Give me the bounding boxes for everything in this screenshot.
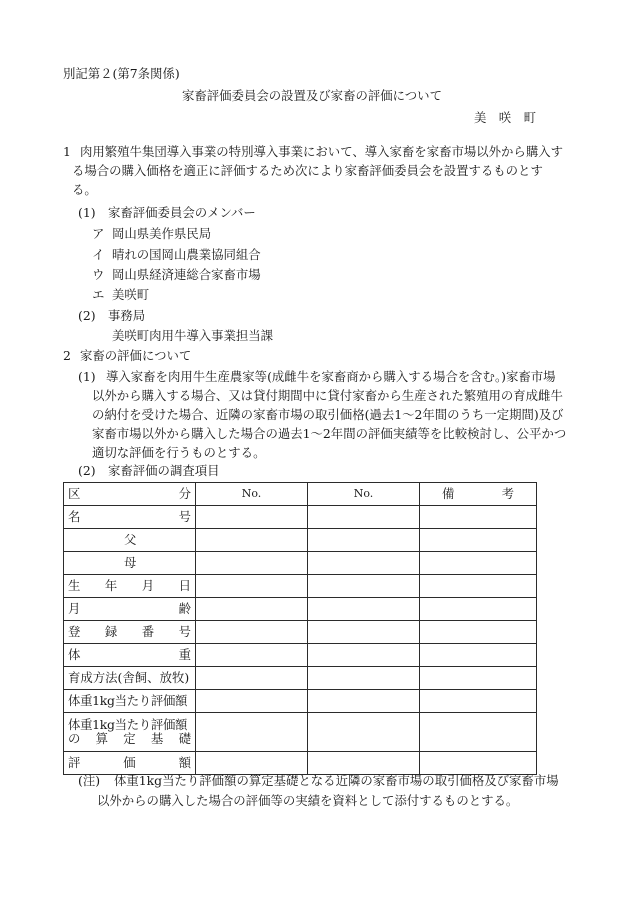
section1-line-1: 肉用繁殖牛集団導入事業の特別導入事業において、導入家畜を家畜市場以外から購入す: [80, 144, 563, 159]
note-line-1: 体重1kg当たり評価額の算定基礎となる近隣の家畜市場の取引価格及び家畜市場: [114, 773, 559, 788]
label-char: 登: [68, 624, 81, 639]
table-cell: [420, 529, 537, 552]
municipality-name: [474, 110, 536, 126]
section2-number: 2: [63, 348, 71, 363]
section2-paragraph-line-5: 適切な評価を行うものとする。: [92, 445, 266, 460]
note-line-2: 以外からの購入した場合の評価等の実績を資料として添付するものとする。: [97, 793, 519, 808]
label-char: 生: [68, 578, 81, 593]
label-char: 価: [123, 755, 136, 770]
table-cell: [308, 552, 420, 575]
label-char: 基: [150, 731, 164, 746]
table-cell: [308, 690, 420, 713]
table-cell: [420, 713, 537, 752]
header-no-1: No.: [196, 483, 308, 506]
member-mark: イ: [92, 247, 105, 262]
label-char: 号: [178, 624, 191, 639]
section1-sub1-number: (1): [78, 205, 96, 220]
label-char: の: [68, 731, 81, 746]
table-cell: [308, 621, 420, 644]
table-cell: [420, 667, 537, 690]
table-cell: [308, 667, 420, 690]
label-char: 月: [141, 578, 155, 593]
member-name: 美咲町: [112, 287, 150, 302]
section1-line-2: る場合の購入価格を適正に評価するため次により家畜評価委員会を設置するものとす: [72, 163, 543, 178]
row-label-price-per-kg: 体重1kg当たり評価額: [64, 690, 196, 713]
table-cell: [420, 506, 537, 529]
table-cell: [420, 598, 537, 621]
member-name: 岡山県美作県民局: [112, 226, 212, 241]
table-cell: [308, 713, 420, 752]
table-cell: [196, 644, 308, 667]
section2-paragraph-line-4: 家畜市場以外から購入した場合の過去1～2年間の評価実績等を比較検討し、公平かつ: [92, 426, 567, 441]
table-cell: [196, 690, 308, 713]
annex-label: 別記第２(第7条関係): [63, 66, 180, 81]
table-row: [64, 506, 537, 529]
header-category: 区 分: [64, 483, 196, 506]
row-label-birthdate: [64, 575, 196, 598]
office-name: 美咲町肉用牛導入事業担当課: [112, 328, 274, 343]
table-row: [64, 598, 537, 621]
table-row: [64, 529, 537, 552]
table-cell: [420, 552, 537, 575]
label-char: 番: [141, 624, 155, 639]
label-char: 評: [68, 755, 81, 770]
table-cell: [196, 506, 308, 529]
member-mark: ウ: [92, 267, 105, 282]
evaluation-items-table: [63, 482, 537, 775]
section2-sub2-title: 家畜評価の調査項目: [108, 463, 220, 478]
header-remarks: 備 考: [420, 483, 537, 506]
table-cell: [420, 752, 537, 775]
member-name: 岡山県経済連総合家畜市場: [112, 267, 261, 282]
table-cell: [196, 752, 308, 775]
document-title: 家畜評価委員会の設置及び家畜の評価について: [182, 88, 442, 103]
table-cell: [308, 644, 420, 667]
table-cell: [196, 598, 308, 621]
row-label-rearing-method: 育成方法(舎飼、放牧): [64, 667, 196, 690]
section1-sub2-number: (2): [78, 308, 96, 323]
row-label-weight: 体 重: [64, 644, 196, 667]
table-cell: [420, 621, 537, 644]
member-mark: ア: [92, 226, 105, 241]
section2-sub1-number: (1): [78, 369, 96, 384]
label-char: 年: [104, 578, 118, 593]
table-cell: [196, 713, 308, 752]
section2-title: 家畜の評価について: [80, 348, 192, 363]
table-row: [64, 552, 537, 575]
label-char: 礎: [178, 731, 191, 746]
header-no-2: No.: [308, 483, 420, 506]
section1-sub2-title: 事務局: [108, 308, 146, 323]
row-label-age: 月 齢: [64, 598, 196, 621]
table-header-row: [64, 483, 537, 506]
label-char: 日: [178, 578, 191, 593]
table-cell: [308, 575, 420, 598]
table-row: [64, 575, 537, 598]
table-cell: [196, 575, 308, 598]
label-char: 定: [123, 731, 136, 746]
table-cell: [420, 690, 537, 713]
section2-sub2-number: (2): [78, 463, 96, 478]
section1-number: 1: [63, 144, 71, 159]
table-cell: [196, 667, 308, 690]
table-row: [64, 713, 537, 752]
table-row: [64, 667, 537, 690]
table-row: [64, 644, 537, 667]
section2-paragraph-line-2: 以外から購入する場合、又は貸付期間中に貸付家畜から生産された繁殖用の育成雌牛: [92, 388, 563, 403]
label-char: 額: [178, 755, 191, 770]
table-cell: [420, 644, 537, 667]
table-row: [64, 752, 537, 775]
table-row: [64, 621, 537, 644]
municipality-char-1: 美: [474, 110, 487, 125]
member-mark: エ: [92, 287, 105, 302]
row-label-father: 父: [64, 529, 196, 552]
label-char: 算: [95, 731, 109, 746]
row-label-registration-number: [64, 621, 196, 644]
table-cell: [420, 575, 537, 598]
row-label-mother: 母: [64, 552, 196, 575]
municipality-char-2: 咲: [498, 110, 512, 125]
section1-sub1-title: 家畜評価委員会のメンバー: [108, 205, 256, 220]
table-cell: [308, 752, 420, 775]
table-cell: [308, 598, 420, 621]
label-char: 録: [104, 624, 118, 639]
section2-paragraph-line-1: 導入家畜を肉用牛生産農家等(成雌牛を家畜商から購入する場合を含む。)家畜市場: [106, 369, 556, 384]
member-name: 晴れの国岡山農業協同組合: [112, 247, 261, 262]
table-row: [64, 690, 537, 713]
table-cell: [308, 506, 420, 529]
table-cell: [196, 621, 308, 644]
table-cell: [196, 529, 308, 552]
municipality-char-3: 町: [523, 110, 536, 125]
row-label-name: 名 号: [64, 506, 196, 529]
section2-paragraph-line-3: の納付を受けた場合、近隣の家畜市場の取引価格(過去1～2年間のうち一定期間)及び: [92, 407, 564, 422]
table-cell: [196, 552, 308, 575]
section1-line-3: る。: [72, 182, 97, 197]
row-label-evaluation-amount: [64, 752, 196, 775]
table-cell: [308, 529, 420, 552]
note-label: (注): [78, 773, 101, 788]
row-label-calculation-basis: 体重1kg当たり評価額 の 算 定 基 礎: [64, 713, 196, 752]
